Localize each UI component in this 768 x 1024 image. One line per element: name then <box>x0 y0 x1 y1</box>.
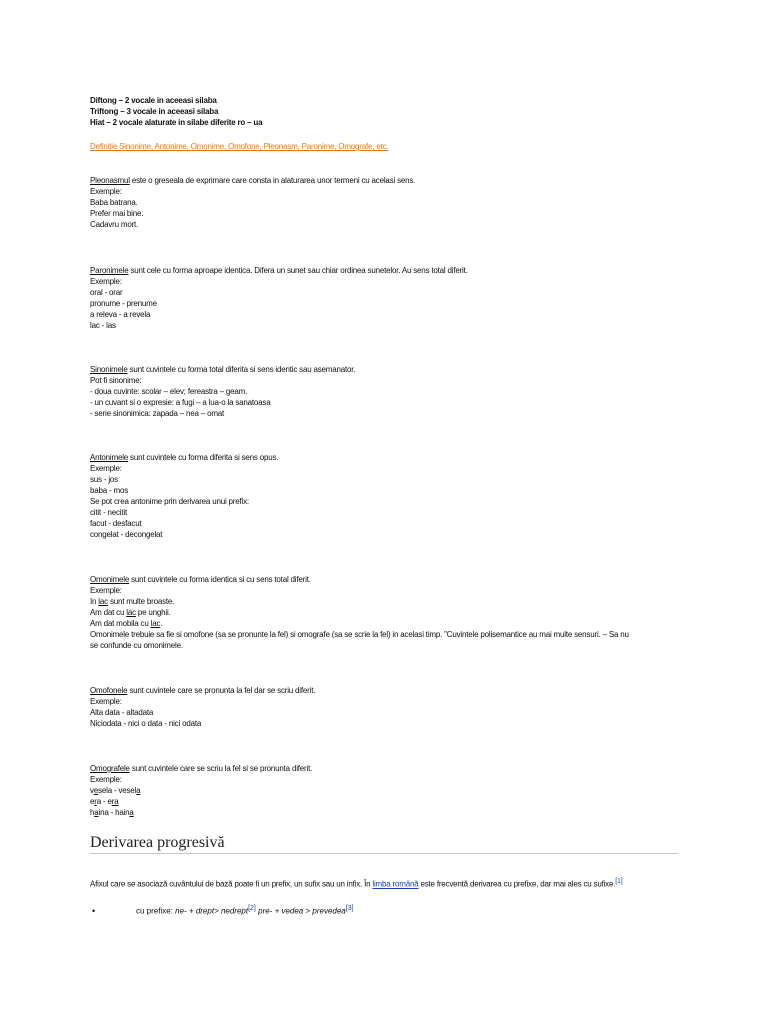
definition-link-block <box>90 141 388 152</box>
stressed-letter: ra <box>111 797 119 806</box>
omofone-line: Alta data - altadata <box>90 708 154 717</box>
omografe-line <box>90 807 312 818</box>
stressed-letter: a <box>129 808 134 817</box>
antonime-definition: sunt cuvintele cu forma diferita si sens opus. <box>128 453 279 462</box>
omonime-section <box>90 574 629 651</box>
antonime-line: citit - necitit <box>90 508 128 517</box>
sinonime-line: - serie sinonimica: zapada – nea – omat <box>90 409 225 418</box>
intro-block <box>90 95 262 128</box>
antonime-line: Exemple: <box>90 464 122 473</box>
omonime-line: Exemple: <box>90 586 122 595</box>
intro-line: Diftong – 2 vocale in aceeasi silaba <box>90 96 217 105</box>
text-run: h <box>90 808 95 817</box>
omofone-section <box>90 685 315 729</box>
omografe-line <box>90 785 312 796</box>
list-item <box>136 905 354 916</box>
highlighted-word: lac <box>98 597 108 606</box>
paronime-line: Exemple: <box>90 277 122 286</box>
omografe-line: Exemple: <box>90 775 122 784</box>
text-run: e <box>90 797 95 806</box>
sinonime-line: Pot fi sinonime: <box>90 376 142 385</box>
omonime-line: Omonimele trebuie sa fie si omofone (sa se pronunte la fel) si omografe (sa se scrie la fel) in acelasi timp. "Cuvintele polisemantice au mai multe sensuri. – Sa nu <box>90 630 629 639</box>
example-word: > nedrept <box>214 906 249 916</box>
omonime-definition: sunt cuvintele cu forma identica si cu sens total diferit. <box>129 575 311 584</box>
antonime-line: facut - desfacut <box>90 519 142 528</box>
citation-link[interactable]: [1] <box>615 878 623 885</box>
highlighted-word: lac <box>126 608 136 617</box>
text-run: In <box>90 597 99 606</box>
pleonasm-definition: este o greseala de exprimare care consta in alaturarea unor termeni cu acelasi sens. <box>129 176 416 185</box>
omografe-section <box>90 763 312 818</box>
omografe-term: Omografele <box>90 764 130 773</box>
omofone-line: Exemple: <box>90 697 122 706</box>
omonime-term: Omonimele <box>90 575 130 584</box>
section-heading: Derivarea progresivă <box>90 834 225 851</box>
text-run: sunt multe broaste. <box>107 597 175 606</box>
paronime-line: a releva - a revela <box>90 310 151 319</box>
text-run: sela - vesel <box>98 786 137 795</box>
sinonime-section <box>90 364 355 419</box>
pleonasm-line: Cadavru mort. <box>90 220 139 229</box>
paronime-term: Paronimele <box>90 266 129 275</box>
text-run: a - e <box>96 797 112 806</box>
highlighted-word: lac <box>150 619 161 628</box>
omonime-line <box>90 607 629 618</box>
derivation-paragraph <box>90 876 622 890</box>
omonime-line <box>90 618 629 629</box>
pleonasm-line: Exemple: <box>90 187 122 196</box>
citation-link[interactable]: [2] <box>248 905 256 912</box>
text-run: . <box>160 619 163 628</box>
text-run: v <box>90 786 94 795</box>
bullet-icon: • <box>92 906 96 916</box>
intro-line: Hiat – 2 vocale alaturate in silabe diferite ro – ua <box>90 118 263 127</box>
list-item-text: cu prefixe: <box>136 906 176 916</box>
example-word: ne- + drept <box>175 906 215 916</box>
stressed-letter: e <box>93 786 99 795</box>
romanian-language-link[interactable]: limba română <box>372 879 419 889</box>
example-word: > prevedea <box>303 906 346 916</box>
stressed-letter: r <box>94 797 97 806</box>
antonime-line: baba - mos <box>90 486 129 495</box>
antonime-section <box>90 452 278 540</box>
omofone-term: Omofonele <box>90 686 128 695</box>
antonime-term: Antonimele <box>90 453 129 462</box>
antonime-line: congelat - decongelat <box>90 530 163 539</box>
sinonime-definition: sunt cuvintele cu forma total diferita si sens identic sau asemanator. <box>127 365 356 374</box>
antonime-line: sus - jos <box>90 475 118 484</box>
pleonasm-line: Baba batrana. <box>90 198 138 207</box>
pleonasm-line: Prefer mai bine. <box>90 209 144 218</box>
stressed-letter: a <box>94 808 99 817</box>
paragraph-text: Afixul care se asociază cuvântului de bază poate fi un prefix, un sufix sau un infix. În <box>90 879 373 889</box>
paronime-line: lac - las <box>90 321 116 330</box>
paronime-definition: sunt cele cu forma aproape identica. Difera un sunet sau chiar ordinea sunetelor. Au sens total diferit. <box>128 266 468 275</box>
sinonime-line: - un cuvant si o expresie: a fugi – a lua-o la sanatoasa <box>90 398 271 407</box>
text-run: Am dat mobila cu <box>90 619 151 628</box>
definition-link[interactable]: Definitie Sinonime, Antonime, Omonime, Omofone, Pleonasm, Paronime, Omografe, etc. <box>90 142 389 151</box>
omonime-line <box>90 596 629 607</box>
omonime-line: se confunde cu omonimele. <box>90 641 183 650</box>
paronime-line: oral - orar <box>90 288 123 297</box>
citation-link[interactable]: [3] <box>345 905 354 912</box>
intro-line: Triftong – 3 vocale in aceeasi silaba <box>90 107 219 116</box>
example-word: pre- + vedea <box>255 906 304 916</box>
pleonasm-section <box>90 175 415 230</box>
pleonasm-term: Pleonasmul <box>90 176 130 185</box>
omografe-definition: sunt cuvintele care se scriu la fel si se pronunta diferit. <box>129 764 313 773</box>
paronime-section <box>90 265 468 331</box>
sinonime-line: - doua cuvinte: scolar – elev; fereastra – geam. <box>90 387 248 396</box>
paronime-line: pronume - prenume <box>90 299 157 308</box>
stressed-letter: a <box>136 786 141 795</box>
text-run: ina - hain <box>98 808 130 817</box>
text-run: pe unghii. <box>135 608 171 617</box>
heading-divider <box>90 853 678 854</box>
omofone-definition: sunt cuvintele care se pronunta la fel dar se scriu diferit. <box>127 686 316 695</box>
text-run: Am dat cu <box>90 608 127 617</box>
sinonime-term: Sinonimele <box>90 365 128 374</box>
omofone-line: Niciodata - nici o data - nici odata <box>90 719 202 728</box>
antonime-line: Se pot crea antonime prin derivarea unui prefix: <box>90 497 249 506</box>
paragraph-text: este frecventă derivarea cu prefixe, dar mai ales cu sufixe. <box>418 879 616 889</box>
omografe-line <box>90 796 312 807</box>
